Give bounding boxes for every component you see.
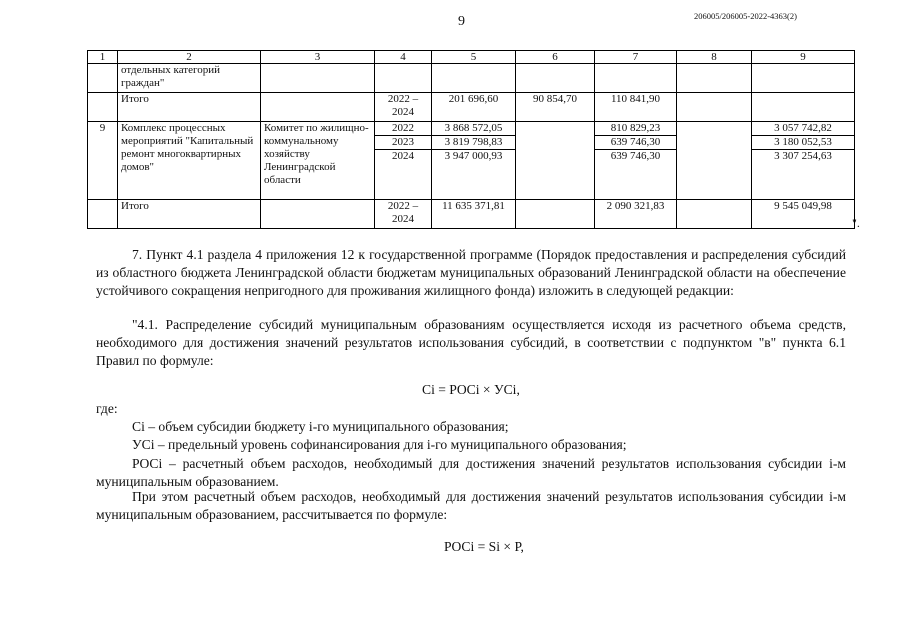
- cell-value: 9 545 049,98: [752, 200, 855, 229]
- col-number: 7: [595, 51, 677, 64]
- cell-value: 639 746,30: [595, 150, 677, 200]
- column-number-row: [88, 51, 855, 64]
- cell-value: 3 307 254,63: [752, 150, 855, 200]
- cell-value: 639 746,30: [595, 136, 677, 150]
- cell-total-label: Итого: [118, 200, 261, 229]
- page-number: 9: [458, 14, 465, 29]
- cell-value: 3 947 000,93: [432, 150, 516, 200]
- cell-year: 2024: [375, 150, 432, 200]
- col-number: 8: [677, 51, 752, 64]
- cell-value: 110 841,90: [595, 93, 677, 122]
- cell-value: 2 090 321,83: [595, 200, 677, 229]
- cell-value: 3 057 742,82: [752, 122, 855, 136]
- cell-value: 3 819 798,83: [432, 136, 516, 150]
- cell-program-name: Комплекс процессных мероприятий "Капитальный ремонт многоквартирных домов": [118, 122, 261, 200]
- cell-total-label: Итого: [118, 93, 261, 122]
- budget-table: [87, 50, 855, 229]
- table-row-total: [88, 93, 855, 122]
- col-number: 5: [432, 51, 516, 64]
- cell-year: 2023: [375, 136, 432, 150]
- cell-value: 810 829,23: [595, 122, 677, 136]
- where-label: где:: [96, 401, 118, 416]
- cell-value: 3 868 572,05: [432, 122, 516, 136]
- cell-executor: Комитет по жилищно-коммунальному хозяйству Ленинградской области: [261, 122, 375, 200]
- paragraph-7: 7. Пункт 4.1 раздела 4 приложения 12 к государственной программе (Порядок предоставления и распределения субсидий из областного бюджета Ленинградской области бюджетам муниципальных образований Ленинградской области на обеспечение устойчивого сокращения непригодного для проживания жилищного фонда) изложить в следующей редакции:: [96, 247, 846, 298]
- cell-years: 2022 – 2024: [375, 200, 432, 229]
- formula-expense: POCi = Si × P,: [444, 539, 524, 554]
- cell-value: 3 180 052,53: [752, 136, 855, 150]
- paragraph-calculation: При этом расчетный объем расходов, необходимый для достижения значений результатов использования субсидии i-м муниципальным образованием, рассчитывается по формуле:: [96, 489, 846, 522]
- col-number: 6: [516, 51, 595, 64]
- col-number: 3: [261, 51, 375, 64]
- cell-row-number: 9: [88, 122, 118, 200]
- definition-poci: POCi – расчетный объем расходов, необходимый для достижения значений результатов использования субсидии i-м муниципальным образованием.: [96, 456, 846, 489]
- col-number: 9: [752, 51, 855, 64]
- paragraph-4-1: "4.1. Распределение субсидий муниципальным образованиям осуществляется исходя из расчетного объема средств, необходимого для достижения значений результатов использования субсидий, в соответствии с подпунктом "в" пункта 6.1 Правил по формуле:: [96, 317, 846, 368]
- cell-year: 2022: [375, 122, 432, 136]
- table-row: [88, 122, 855, 136]
- col-number: 4: [375, 51, 432, 64]
- cell-years: 2022 – 2024: [375, 93, 432, 122]
- cell-name-continued: отдельных категорий граждан": [118, 64, 261, 93]
- table-row: [88, 64, 855, 93]
- formula-subsidy: Ci = POCi × УCi,: [422, 382, 520, 397]
- definition-ci: Ci – объем субсидии бюджету i-го муниципального образования;: [132, 419, 509, 434]
- document-id: 206005/206005-2022-4363(2): [694, 11, 797, 21]
- closing-quote: ".: [852, 216, 860, 230]
- cell-value: 90 854,70: [516, 93, 595, 122]
- col-number: 1: [88, 51, 118, 64]
- definition-uci: УCi – предельный уровень софинансирования для i-го муниципального образования;: [132, 437, 627, 452]
- table-row-total: [88, 200, 855, 229]
- col-number: 2: [118, 51, 261, 64]
- cell-value: 11 635 371,81: [432, 200, 516, 229]
- cell-value: 201 696,60: [432, 93, 516, 122]
